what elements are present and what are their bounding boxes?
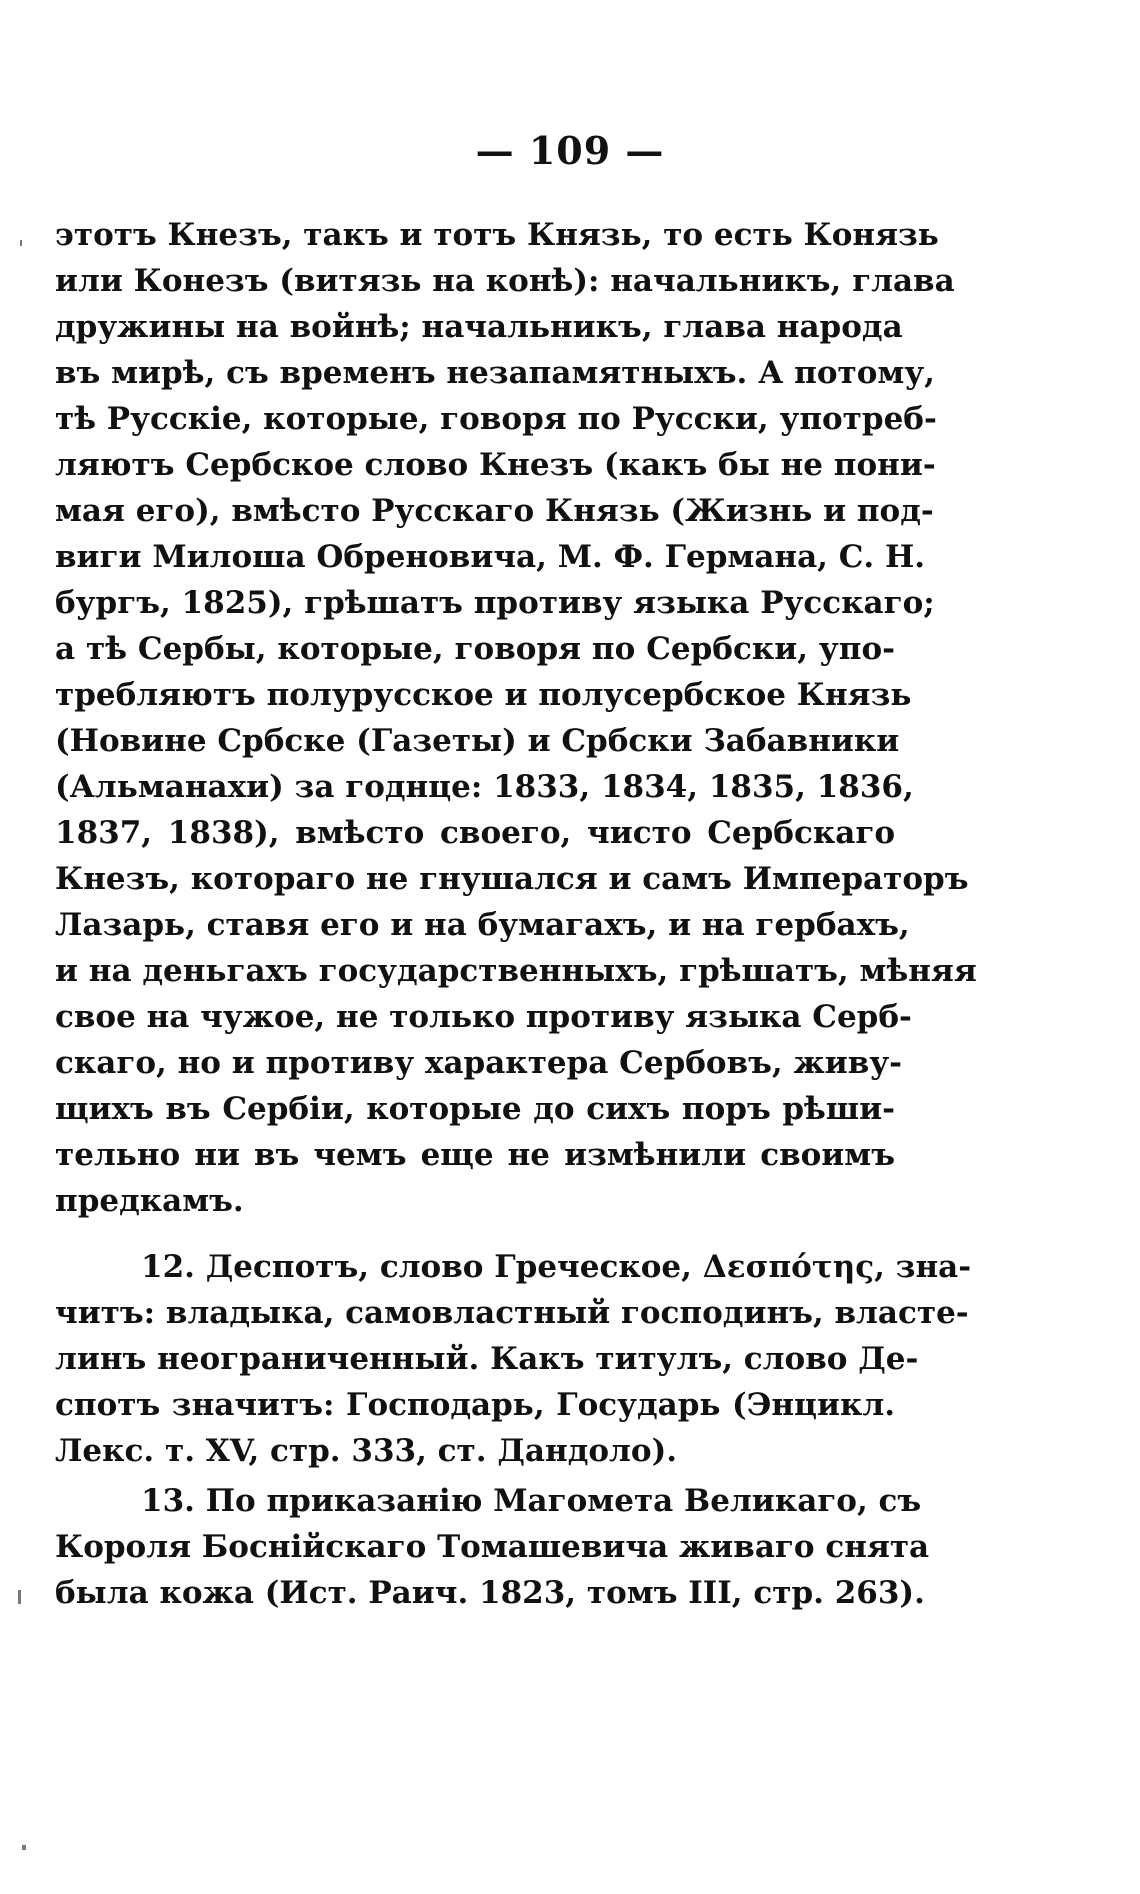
text-line: мая его), вмѣсто Русскаго Князь (Жизнь и под- [55, 493, 934, 529]
text-line: бургъ, 1825), грѣшатъ противу языка Русскаго; [55, 585, 935, 621]
text-line: 13. По приказанію Магомета Великаго, съ [141, 1483, 922, 1519]
text-line: виги Милоша Обреновича, М. Ф. Германа, С. Н. [55, 539, 926, 575]
text-line: дружины на войнѣ; начальникъ, глава народа [55, 309, 903, 345]
text-line: спотъ значитъ: Господарь, Государь (Энцикл. [55, 1387, 895, 1423]
paragraph-continuation [55, 212, 977, 1224]
text-line: Короля Боснійскаго Томашевича живаго снята [55, 1529, 930, 1565]
text-line: и на деньгахъ государственныхъ, грѣшатъ, мѣняя [55, 953, 977, 989]
scan-speck [18, 1590, 21, 1604]
text-line: (Новине Србске (Газеты) и Србски Забавники [55, 723, 900, 759]
text-line: требляютъ полурусское и полусербское Князь [55, 677, 912, 713]
text-line: линъ неограниченный. Какъ титулъ, слово Де- [55, 1341, 919, 1377]
text-line: 1837, 1838), вмѣсто своего, чисто Сербскаго [55, 815, 895, 851]
text-line: или Конезъ (витязь на конѣ): начальникъ, глава [55, 263, 955, 299]
text-line: въ мирѣ, съ временъ незапамятныхъ. А потому, [55, 355, 935, 391]
text-line: читъ: владыка, самовластный господинъ, власте- [55, 1295, 969, 1331]
text-line: 12. Деспотъ, слово Греческое, Δεσπότης, зна- [141, 1249, 972, 1285]
text-line: Лазарь, ставя его и на бумагахъ, и на гербахъ, [55, 907, 910, 943]
text-line: свое на чужое, не только противу языка Серб- [55, 999, 912, 1035]
text-line: была кожа (Ист. Раич. 1823, томъ III, стр. 263). [55, 1575, 925, 1611]
text-line: щихъ въ Сербіи, которые до сихъ поръ рѣши- [55, 1091, 895, 1127]
text-line: Лекс. т. XV, стр. 333, ст. Дандоло). [55, 1433, 678, 1469]
page-number: — 109 — [475, 128, 665, 173]
text-line: предкамъ. [55, 1183, 244, 1219]
text-line: тѣ Русскіе, которые, говоря по Русски, употреб- [55, 401, 937, 437]
text-line: ляютъ Сербское слово Кнезъ (какъ бы не пони- [55, 447, 936, 483]
text-line: этотъ Кнезъ, такъ и тотъ Князь, то есть Конязь [55, 217, 939, 253]
text-line: скаго, но и противу характера Сербовъ, живу- [55, 1045, 903, 1081]
scan-speck [22, 1845, 26, 1850]
text-line: а тѣ Сербы, которые, говоря по Сербски, упо- [55, 631, 895, 667]
note-12 [55, 1244, 972, 1474]
scan-speck [20, 240, 22, 246]
note-13 [55, 1478, 930, 1616]
text-line: Кнезъ, котораго не гнушался и самъ Императоръ [55, 861, 969, 897]
text-line: (Альманахи) за годнце: 1833, 1834, 1835, 1836, [55, 769, 914, 805]
text-line: тельно ни въ чемъ еще не измѣнили своимъ [55, 1137, 895, 1173]
